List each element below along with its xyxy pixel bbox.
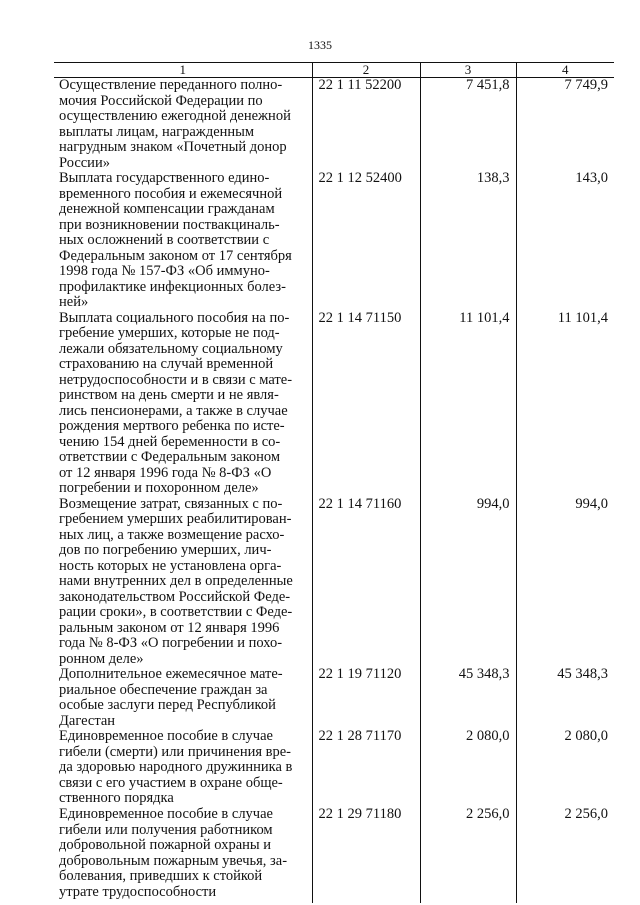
- row-description: Единовременное пособие в случае гибели (смерти) или причинения вре- да здоровью народного дружинника в связи с его участием в охране обще- ственного порядка: [59, 728, 293, 806]
- row-description: Выплата государственного едино- временного пособия и ежемесячной денежной компенсации гражданам при возникновении поствакциналь- ных осложнений в соответствии с Федеральным законом от 17 сентября 1998 года № 157-ФЗ «Об иммуно- профилактике инфекционных болез- ней»: [59, 170, 292, 310]
- row-value-3: 994,0: [420, 497, 516, 668]
- row-value-4: 7 749,9: [516, 78, 614, 172]
- table-row: [54, 497, 614, 668]
- row-description: Дополнительное ежемесячное мате- риальное обеспечение граждан за особые заслуги перед Республикой Дагестан: [59, 666, 283, 729]
- page-number: 1335: [308, 38, 332, 52]
- row-description: Выплата социального пособия на по- гребение умерших, которые не под- лежали обязательному социальному страхованию на случай временной нетрудоспособности и в связи с мате- ринством на день смерти и не явля- лись пенсионерами, а также в случае рождения мертвого ребенка по исте- чению 154 дней беременности в со- ответствии с Федеральным законом от 12 января 1996 года № 8-ФЗ «О погребении и похоронном деле»: [59, 309, 293, 496]
- header-col-3: 3: [420, 63, 516, 78]
- table-row: [54, 667, 614, 729]
- row-value-4: 994,0: [516, 497, 614, 668]
- row-code: 22 1 11 52200: [312, 78, 420, 172]
- row-description: Возмещение затрат, связанных с по- гребением умерших реабилитирован- ных лиц, а также возмещение расхо- дов по погребению умерших, лич- ность которых не установлена орга- нами внутренних дел в определенные законодательством Российской Феде- рации сроки», в соответствии с Феде- ральным законом от 12 января 1996 года № 8-ФЗ «О погребении и похо- ронном деле»: [59, 495, 293, 667]
- table-body: [54, 78, 614, 904]
- row-description: Единовременное пособие в случае гибели или получения работником добровольной пожарной охраны и добровольным пожарным увечья, за- болевания, приведших к стойкой утрате трудоспособности: [59, 806, 288, 900]
- header-col-2: 2: [312, 63, 420, 78]
- row-code: 22 1 14 71160: [312, 497, 420, 668]
- table-row: [54, 78, 614, 172]
- header-col-4: 4: [516, 63, 614, 78]
- row-value-4: 143,0: [516, 171, 614, 311]
- budget-table-container: [54, 62, 614, 903]
- row-value-4: 2 080,0: [516, 729, 614, 807]
- row-code: 22 1 29 71180: [312, 807, 420, 903]
- row-code: 22 1 19 71120: [312, 667, 420, 729]
- table-row: [54, 171, 614, 311]
- header-col-1: 1: [54, 63, 312, 78]
- table-row: [54, 311, 614, 497]
- row-value-3: 45 348,3: [420, 667, 516, 729]
- budget-table: [54, 62, 614, 903]
- row-value-3: 7 451,8: [420, 78, 516, 172]
- row-value-4: 45 348,3: [516, 667, 614, 729]
- table-row: [54, 729, 614, 807]
- row-value-3: 11 101,4: [420, 311, 516, 497]
- row-value-3: 2 256,0: [420, 807, 516, 903]
- row-code: 22 1 28 71170: [312, 729, 420, 807]
- table-header: [54, 63, 614, 78]
- row-value-3: 138,3: [420, 171, 516, 311]
- row-description: Осуществление переданного полно- мочия Российской Федерации по осуществлению ежегодной денежной выплаты лицам, награжденным нагрудным знаком «Почетный донор России»: [59, 77, 291, 171]
- row-code: 22 1 12 52400: [312, 171, 420, 311]
- row-code: 22 1 14 71150: [312, 311, 420, 497]
- row-value-4: 11 101,4: [516, 311, 614, 497]
- row-value-3: 2 080,0: [420, 729, 516, 807]
- row-value-4: 2 256,0: [516, 807, 614, 903]
- table-row: [54, 807, 614, 903]
- header-row: [54, 63, 614, 78]
